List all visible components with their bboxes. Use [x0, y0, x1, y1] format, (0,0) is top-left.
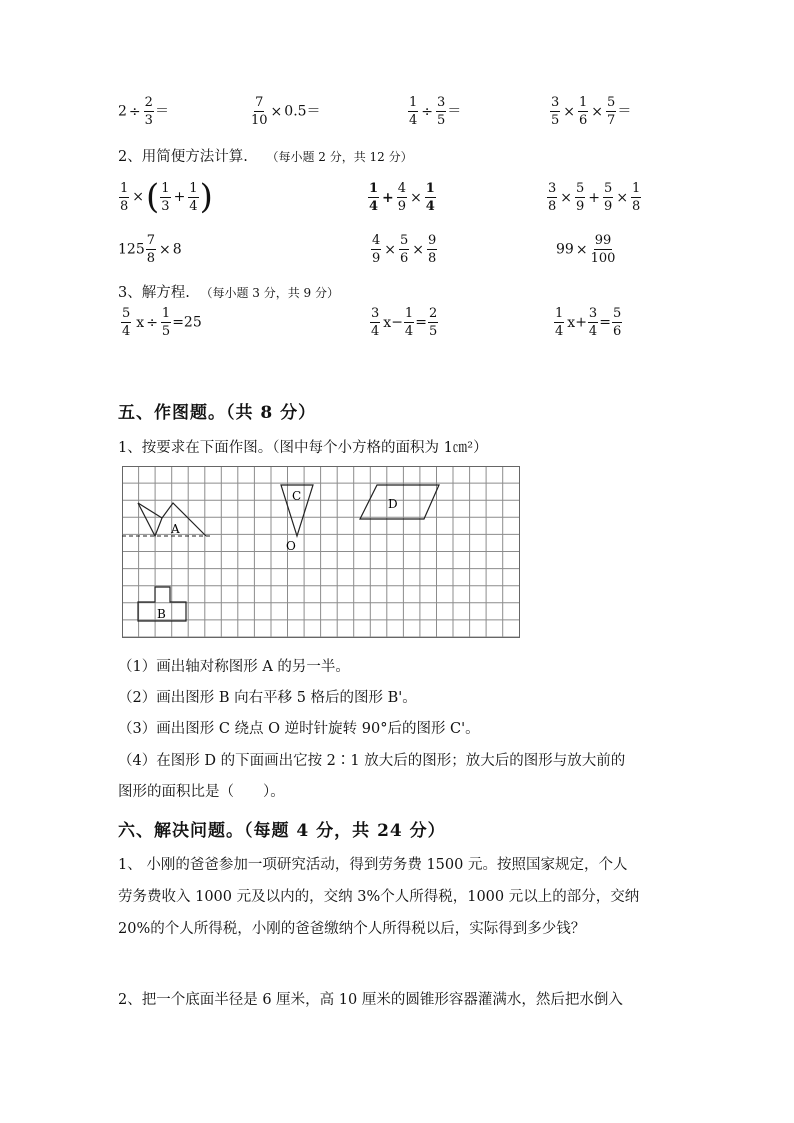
fraction: $\frac{7}{10}$	[251, 95, 268, 128]
problem-1-line-3: 20%的个人所得税，小刚的爸爸缴纳个人所得税以后，实际得到多少钱？	[118, 921, 586, 937]
simplify-expr-a	[118, 177, 213, 217]
task-4-continued: 图形的面积比是（ ）。	[118, 784, 285, 800]
point-o-label: O	[286, 539, 296, 553]
fraction: $\frac{1}{4}$	[555, 306, 564, 339]
fraction: $\frac{5}{9}$	[604, 181, 613, 214]
variable: x	[136, 314, 145, 331]
fraction: $\frac{3}{5}$	[551, 95, 560, 128]
operator: ×	[384, 241, 397, 258]
fraction: $\frac{4}{9}$	[397, 181, 407, 214]
simplify-expr-b	[367, 182, 437, 213]
left-paren: (	[146, 177, 160, 217]
section-6-heading: 六、解决问题。（每题 4 分，共 24 分）	[118, 821, 446, 841]
shape-b	[138, 587, 186, 621]
simplify-expr-c	[546, 182, 642, 213]
equals: ＝	[154, 103, 169, 120]
simplify-expr-e	[370, 234, 438, 265]
fraction: $\frac{5}{4}$	[122, 306, 131, 339]
fraction: $\frac{7}{8}$	[146, 233, 156, 266]
fraction: $\frac{1}{8}$	[120, 180, 129, 214]
number: 0.5＝	[284, 103, 321, 120]
section-5-heading: 五、作图题。（共 8 分）	[118, 403, 317, 423]
problem-1-line-2: 劳务费收入 1000 元及以内的，交纳 3%个人所得税，1000 元以上的部分，交纳	[118, 889, 640, 905]
operator: ×	[132, 189, 145, 205]
operator: ×	[270, 103, 283, 120]
shape-c-label: C	[292, 489, 302, 503]
fraction: $\frac{9}{8}$	[428, 233, 437, 266]
task-1: （1）画出轴对称图形 A 的另一半。	[118, 659, 350, 675]
fraction: $\frac{5}{6}$	[612, 306, 622, 339]
section-score-note: （每小题 3 分，共 9 分）	[200, 286, 339, 300]
operator: ×	[616, 189, 629, 206]
fraction: $\frac{1}{4}$	[189, 180, 198, 214]
fraction: $\frac{3}{8}$	[548, 181, 557, 214]
equals: ＝	[447, 103, 462, 120]
operator: +	[575, 314, 587, 331]
operator: ×	[560, 189, 573, 206]
number: 125	[118, 241, 145, 258]
operator: ×	[563, 103, 576, 120]
operator: +	[588, 189, 601, 206]
right-paren: )	[199, 177, 213, 217]
equals: ＝	[617, 103, 632, 120]
fraction: $\frac{99}{100}$	[590, 233, 616, 266]
fraction: $\frac{4}{9}$	[372, 233, 381, 266]
task-2: （2）画出图形 B 向右平移 5 格后的图形 B'。	[118, 690, 417, 706]
operator: ÷	[146, 314, 158, 331]
section-5-question-1: 1、按要求在下面作图。（图中每个小方格的面积为 1㎝²）	[118, 440, 488, 456]
section-3-title	[118, 281, 339, 302]
number: 2	[118, 103, 127, 120]
task-4: （4）在图形 D 的下面画出它按 2∶1 放大后的图形；放大后的图形与放大前的	[118, 753, 626, 769]
grid-lines	[123, 467, 520, 638]
fraction: $\frac{5}{9}$	[576, 181, 585, 214]
simplify-expr-d	[118, 234, 182, 265]
calc-row1-expr3	[407, 96, 461, 127]
fraction: $\frac{2}{3}$	[144, 95, 153, 128]
shape-b-label: B	[157, 607, 166, 621]
fraction: $\frac{3}{5}$	[437, 95, 446, 128]
equation-a	[120, 307, 202, 338]
fraction: $\frac{1}{4}$	[404, 306, 414, 339]
fraction: $\frac{1}{3}$	[161, 180, 170, 214]
shape-a	[122, 503, 210, 536]
variable: x	[383, 314, 392, 331]
fraction: $\frac{3}{4}$	[371, 306, 380, 339]
shape-d-label: D	[388, 497, 398, 511]
variable: x	[567, 314, 576, 331]
operator: ÷	[421, 103, 434, 120]
fraction: $\frac{1}{8}$	[632, 181, 641, 214]
operator: ÷	[128, 103, 141, 120]
operator: ×	[410, 189, 422, 206]
section-score-note: （每小题 2 分，共 12 分）	[266, 150, 413, 164]
problem-1-line-1: 1、 小刚的爸爸参加一项研究活动，得到劳务费 1500 元。按照国家规定，个人	[118, 857, 628, 873]
operator: ×	[591, 103, 604, 120]
equation-b	[369, 307, 439, 338]
fraction: $\frac{3}{4}$	[588, 306, 598, 339]
equation-c	[553, 307, 623, 338]
shape-a-label: A	[171, 522, 180, 536]
section-title-text: 2、用简便方法计算.	[118, 149, 248, 165]
operator: ×	[575, 241, 588, 258]
number: 99	[556, 241, 574, 258]
calc-row1-expr1	[118, 96, 169, 127]
equation-rhs: =25	[172, 314, 202, 331]
drawing-grid	[122, 466, 522, 641]
fraction: $\frac{5}{6}$	[400, 233, 409, 266]
calc-row1-expr4	[549, 96, 631, 127]
fraction: $\frac{1}{6}$	[579, 95, 588, 128]
fraction: $\frac{2}{5}$	[428, 306, 438, 339]
task-3: （3）画出图形 C 绕点 O 逆时针旋转 90°后的图形 C'。	[118, 721, 480, 737]
number: 8	[172, 241, 182, 258]
shape-c	[281, 485, 313, 553]
calc-row1-expr2	[250, 96, 321, 127]
simplify-expr-f	[556, 234, 616, 265]
section-2-title	[118, 145, 413, 166]
fraction: $\frac{1}{4}$	[425, 181, 435, 214]
shape-d-outline	[360, 485, 439, 519]
section-title-text: 3、解方程.	[118, 285, 190, 301]
operator: +	[173, 189, 186, 205]
shape-d	[360, 485, 439, 519]
fraction: $\frac{1}{4}$	[409, 95, 418, 128]
fraction: $\frac{1}{5}$	[161, 306, 171, 339]
problem-2-line-1: 2、把一个底面半径是 6 厘米，高 10 厘米的圆锥形容器灌满水，然后把水倒入	[118, 992, 623, 1008]
operator: ×	[412, 241, 425, 258]
equals: =	[599, 314, 611, 331]
operator: −	[391, 314, 403, 331]
equals: =	[415, 314, 427, 331]
fraction: $\frac{5}{7}$	[607, 95, 616, 128]
fraction: $\frac{1}{4}$	[369, 181, 379, 214]
operator: ×	[159, 241, 171, 258]
operator: +	[382, 189, 394, 206]
